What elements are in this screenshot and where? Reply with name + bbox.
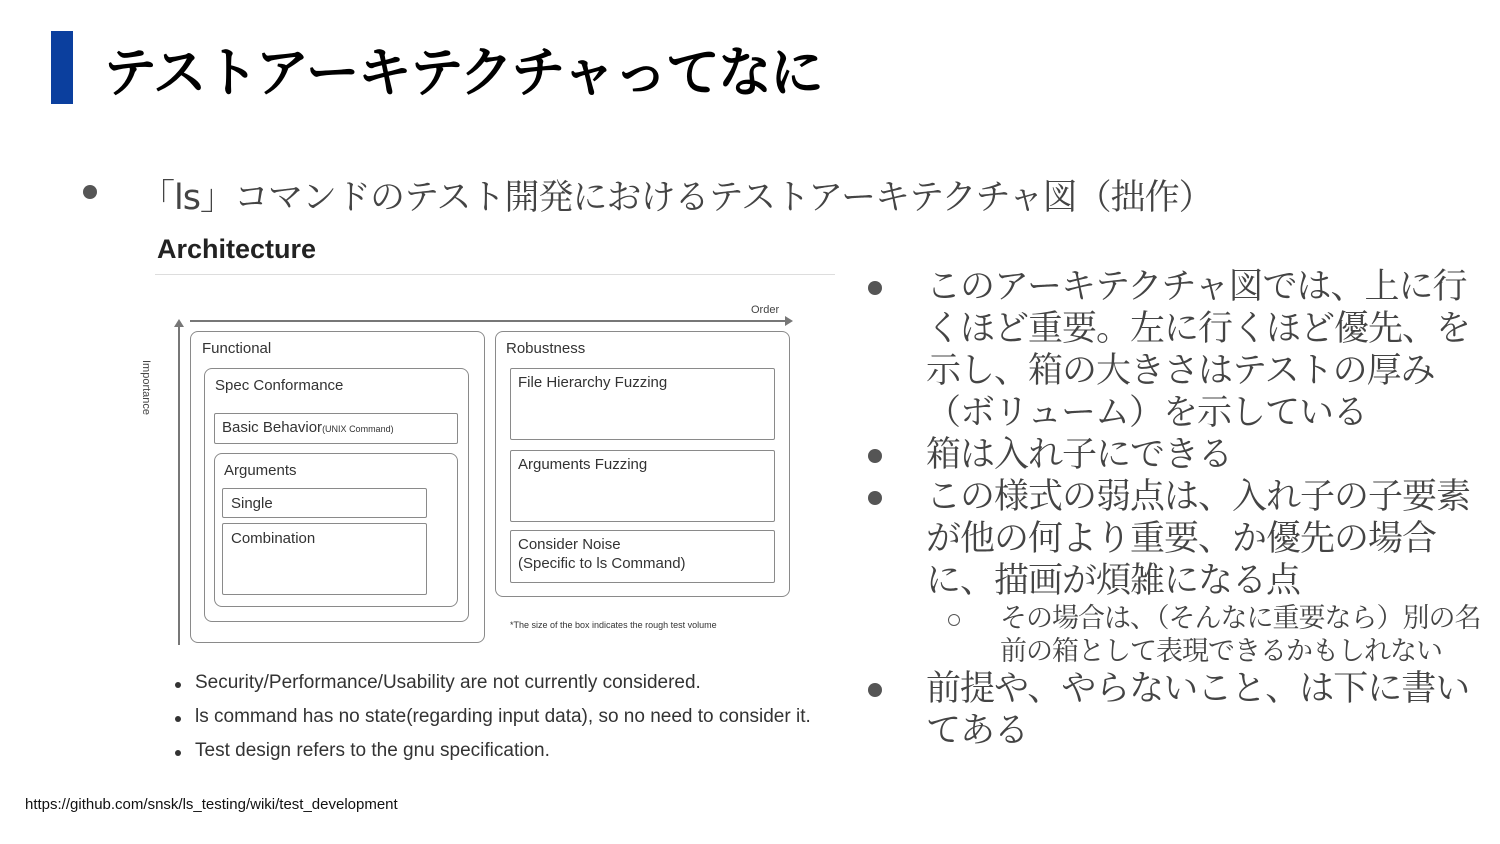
file-hierarchy-fuzzing-label: File Hierarchy Fuzzing bbox=[518, 374, 668, 391]
figure-heading: Architecture bbox=[157, 234, 317, 264]
importance-axis bbox=[178, 327, 180, 645]
point-item: この様式の弱点は、入れ子の子要素が他の何より重要、か優先の場合に、描画が煩雑になる点 bbox=[860, 476, 1485, 602]
bullet-dot bbox=[868, 281, 882, 295]
arguments-label: Arguments bbox=[224, 462, 297, 479]
bullet-dot bbox=[868, 683, 882, 697]
box-size-note: *The size of the box indicates the rough test volume bbox=[510, 620, 717, 630]
bullet-dot bbox=[83, 185, 97, 199]
importance-label: Importance bbox=[140, 360, 152, 416]
spec-conformance-label: Spec Conformance bbox=[215, 377, 344, 394]
basic-behavior-label: Basic Behavior(UNIX Command) bbox=[222, 419, 394, 436]
sub-point-item: その場合は、（そんなに重要なら）別の名前の箱として表現できるかもしれない bbox=[860, 602, 1485, 668]
explanation-points bbox=[860, 266, 1485, 752]
list-item: ls command has no state(regarding input data), so no need to consider it. bbox=[175, 706, 811, 740]
importance-arrow-icon bbox=[174, 319, 184, 327]
list-item: Security/Performance/Usability are not currently considered. bbox=[175, 672, 811, 706]
consider-noise-sub-label: (Specific to ls Command) bbox=[518, 555, 686, 572]
bullet-dot bbox=[868, 491, 882, 505]
point-item: 箱は入れ子にできる bbox=[860, 434, 1485, 476]
heading-rule bbox=[155, 274, 835, 275]
single-label: Single bbox=[231, 495, 273, 512]
figure-notes bbox=[175, 672, 811, 774]
point-item: 前提や、やらないこと、は下に書いてある bbox=[860, 668, 1485, 752]
order-arrow-icon bbox=[785, 316, 793, 326]
order-axis bbox=[190, 320, 790, 322]
order-label: Order bbox=[751, 304, 780, 316]
title-accent-bar bbox=[51, 31, 73, 104]
architecture-figure bbox=[140, 232, 840, 777]
bullet-dot bbox=[868, 449, 882, 463]
arguments-fuzzing-label: Arguments Fuzzing bbox=[518, 456, 648, 473]
consider-noise-label: Consider Noise bbox=[518, 536, 621, 553]
point-item: このアーキテクチャ図では、上に行くほど重要。左に行くほど優先、を示し、箱の大きさはテストの厚み（ボリューム）を示している bbox=[860, 266, 1485, 434]
intro-bullet: 「ls」コマンドのテスト開発におけるテストアーキテクチャ図（拙作） bbox=[140, 178, 1213, 218]
hollow-bullet-icon bbox=[948, 614, 960, 626]
robustness-label: Robustness bbox=[506, 340, 586, 357]
functional-label: Functional bbox=[202, 340, 272, 357]
slide-title: テストアーキテクチャってなに bbox=[103, 41, 822, 104]
source-link[interactable]: https://github.com/snsk/ls_testing/wiki/test_development bbox=[25, 796, 398, 813]
list-item: Test design refers to the gnu specification. bbox=[175, 740, 811, 774]
combination-label: Combination bbox=[231, 530, 316, 547]
